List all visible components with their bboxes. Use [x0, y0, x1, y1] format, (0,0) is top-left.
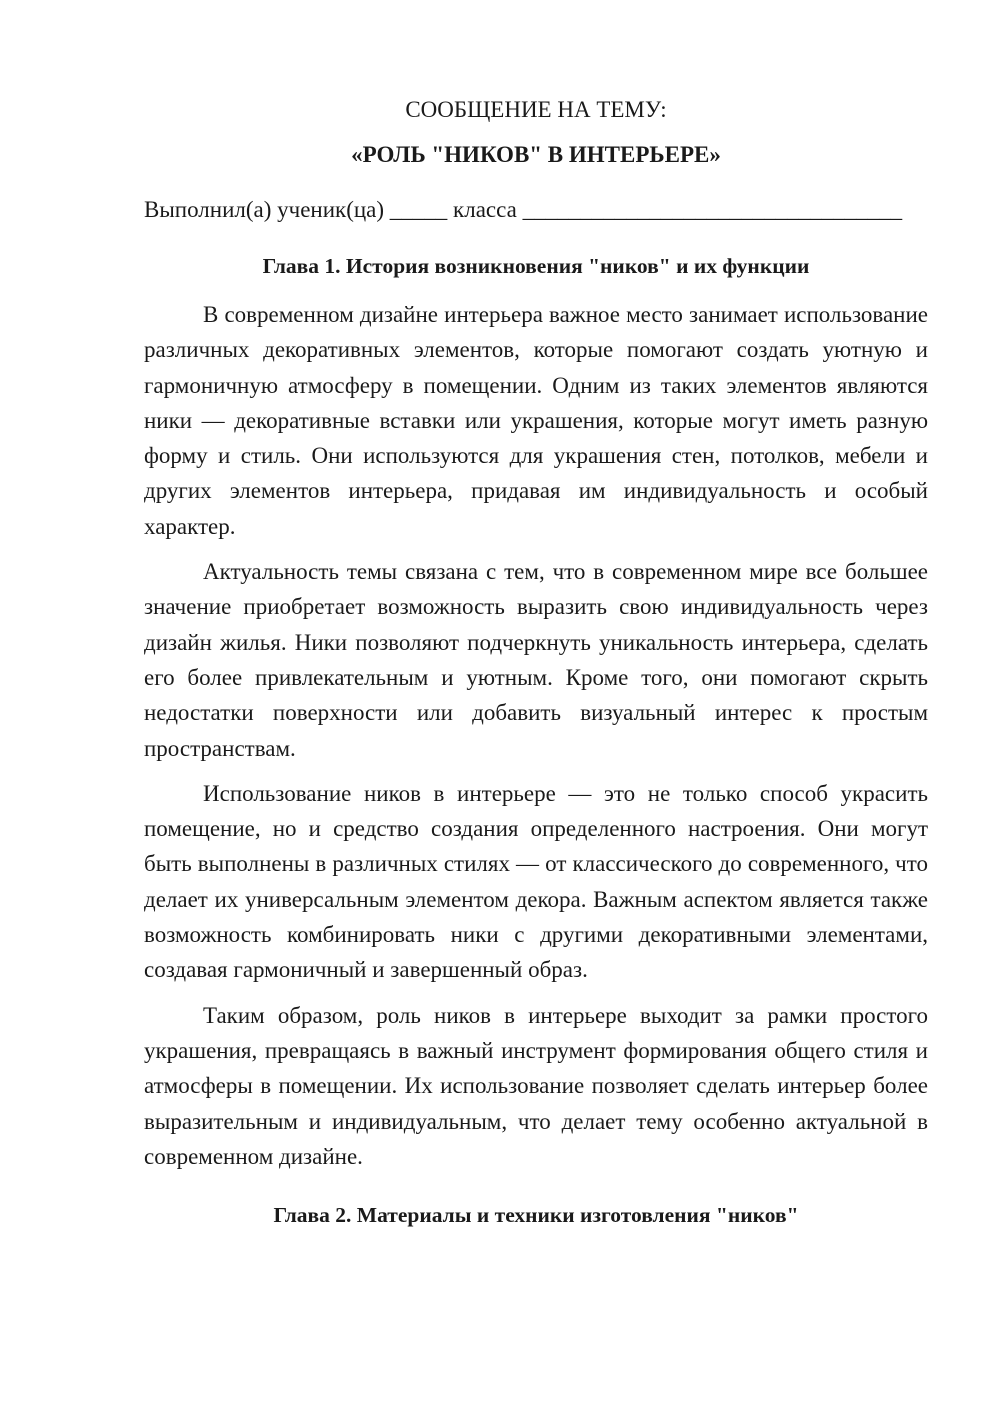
document-page: [144, 92, 928, 1233]
chapter-2-heading: Глава 2. Материалы и техники изготовления "ников": [273, 1203, 799, 1228]
paragraph-4: Таким образом, роль ников в интерьере выходит за рамки простого украшения, превращаясь в важный инструмент формирования общего стиля и атмосферы в помещении. Их использование позволяет сделать интерьер более выразительным и индивидуальным, что делает тему особенно актуальной в современном дизайне.: [144, 1002, 928, 1169]
author-line: Выполнил(а) ученик(ца) _____ класса _________________________________: [144, 197, 903, 222]
paragraph-1: В современном дизайне интерьера важное место занимает использование различных декоративных элементов, которые помогают создать уютную и гармоничную атмосферу в помещении. Одним из таких элементов являются ники — декоративные вставки или украшения, которые могут иметь разную форму и стиль. Они используются для украшения стен, потолков, мебели и других элементов интерьера, придавая им индивидуальность и особый характер.: [144, 302, 928, 539]
chapter-1-heading: Глава 1. История возникновения "ников" и их функции: [262, 254, 810, 278]
document-title-line1: СООБЩЕНИЕ НА ТЕМУ:: [405, 97, 667, 122]
paragraph-2: Актуальность темы связана с тем, что в современном мире все большее значение приобретает возможность выразить свою индивидуальность через дизайн жилья. Ники позволяют подчеркнуть уникальность интерьера, сделать его более привлекательным и уютным. Кроме того, они помогают скрыть недостатки поверхности или добавить визуальный интерес к простым пространствам.: [144, 559, 928, 761]
paragraph-3: Использование ников в интерьере — это не только способ украсить помещение, но и средство создания определенного настроения. Они могут быть выполнены в различных стилях — от классического до современного, что делает их универсальным элементом декора. Важным аспектом является также возможность комбинировать ники с другими декоративными элементами, создавая гармоничный и завершенный образ.: [144, 780, 928, 983]
document-title-line2: «РОЛЬ "НИКОВ" В ИНТЕРЬЕРЕ»: [351, 142, 721, 167]
